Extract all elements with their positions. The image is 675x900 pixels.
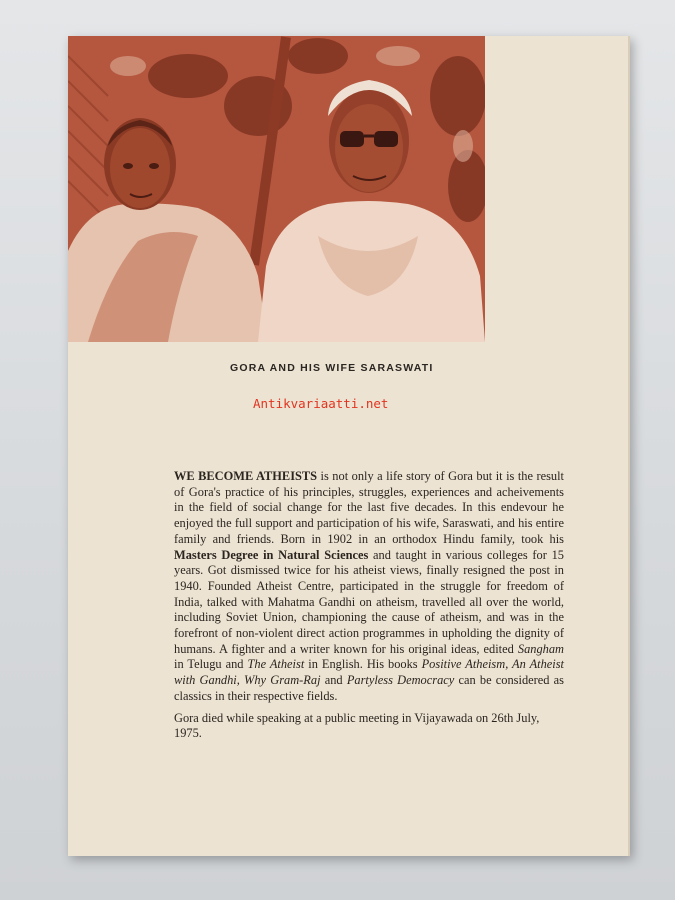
degree-bold: Masters Degree in Natural Sciences	[174, 547, 369, 562]
watermark-text[interactable]: Antikvariaatti.net	[253, 396, 389, 411]
portrait-photo	[68, 36, 485, 342]
book-titles: Positive Atheism, An Atheist with Gandhi, Why Gram-Raj	[174, 657, 565, 688]
the-atheist-title: The Atheist	[247, 657, 305, 672]
book-title-bold: WE BECOME ATHEISTS	[174, 469, 318, 483]
partyless-democracy-title: Partyless Democracy	[346, 673, 455, 688]
photo-caption: GORA AND HIS WIFE SARASWATI	[230, 362, 434, 374]
sangham-title: Sangham	[517, 641, 564, 656]
portrait-illustration	[68, 36, 485, 342]
book-back-cover	[68, 36, 630, 856]
death-note-paragraph: Gora died while speaking at a public meeting in Vijayawada on 26th July, 1975.	[174, 710, 540, 741]
biography-paragraph: WE BECOME ATHEISTS is not only a life story of Gora but it is the result of Gora's practice of his principles, struggles, experiences and acheivements in the field of social change for the last five decades. In this endevour he enjoyed the full support and participation of his wife, Saraswati, and his entire family and friends. Born in 1902 in an orthodox Hindu family, took his Masters Degree in Natural Sciences and taught in various colleges for 15 years. Got dismissed twice for his atheist views, finally resigned the post in 1940. Founded Atheist Centre, participated in the struggle for freedom of India, talked with Mahatma Gandhi on atheism, travelled all over the world, including Soviet Union, championing the cause of atheism, and was in the forefront of non-violent direct action programmes in upholding the dignity of humans. A fighter and a writer known for his original ideas, edited Sangham in Telugu and The Atheist in English. His books Positive Atheism, An Atheist with Gandhi, Why Gram-Raj and Partyless Democracy can be considered as classics in their respective fields.	[174, 469, 565, 703]
author-biography	[174, 469, 564, 748]
